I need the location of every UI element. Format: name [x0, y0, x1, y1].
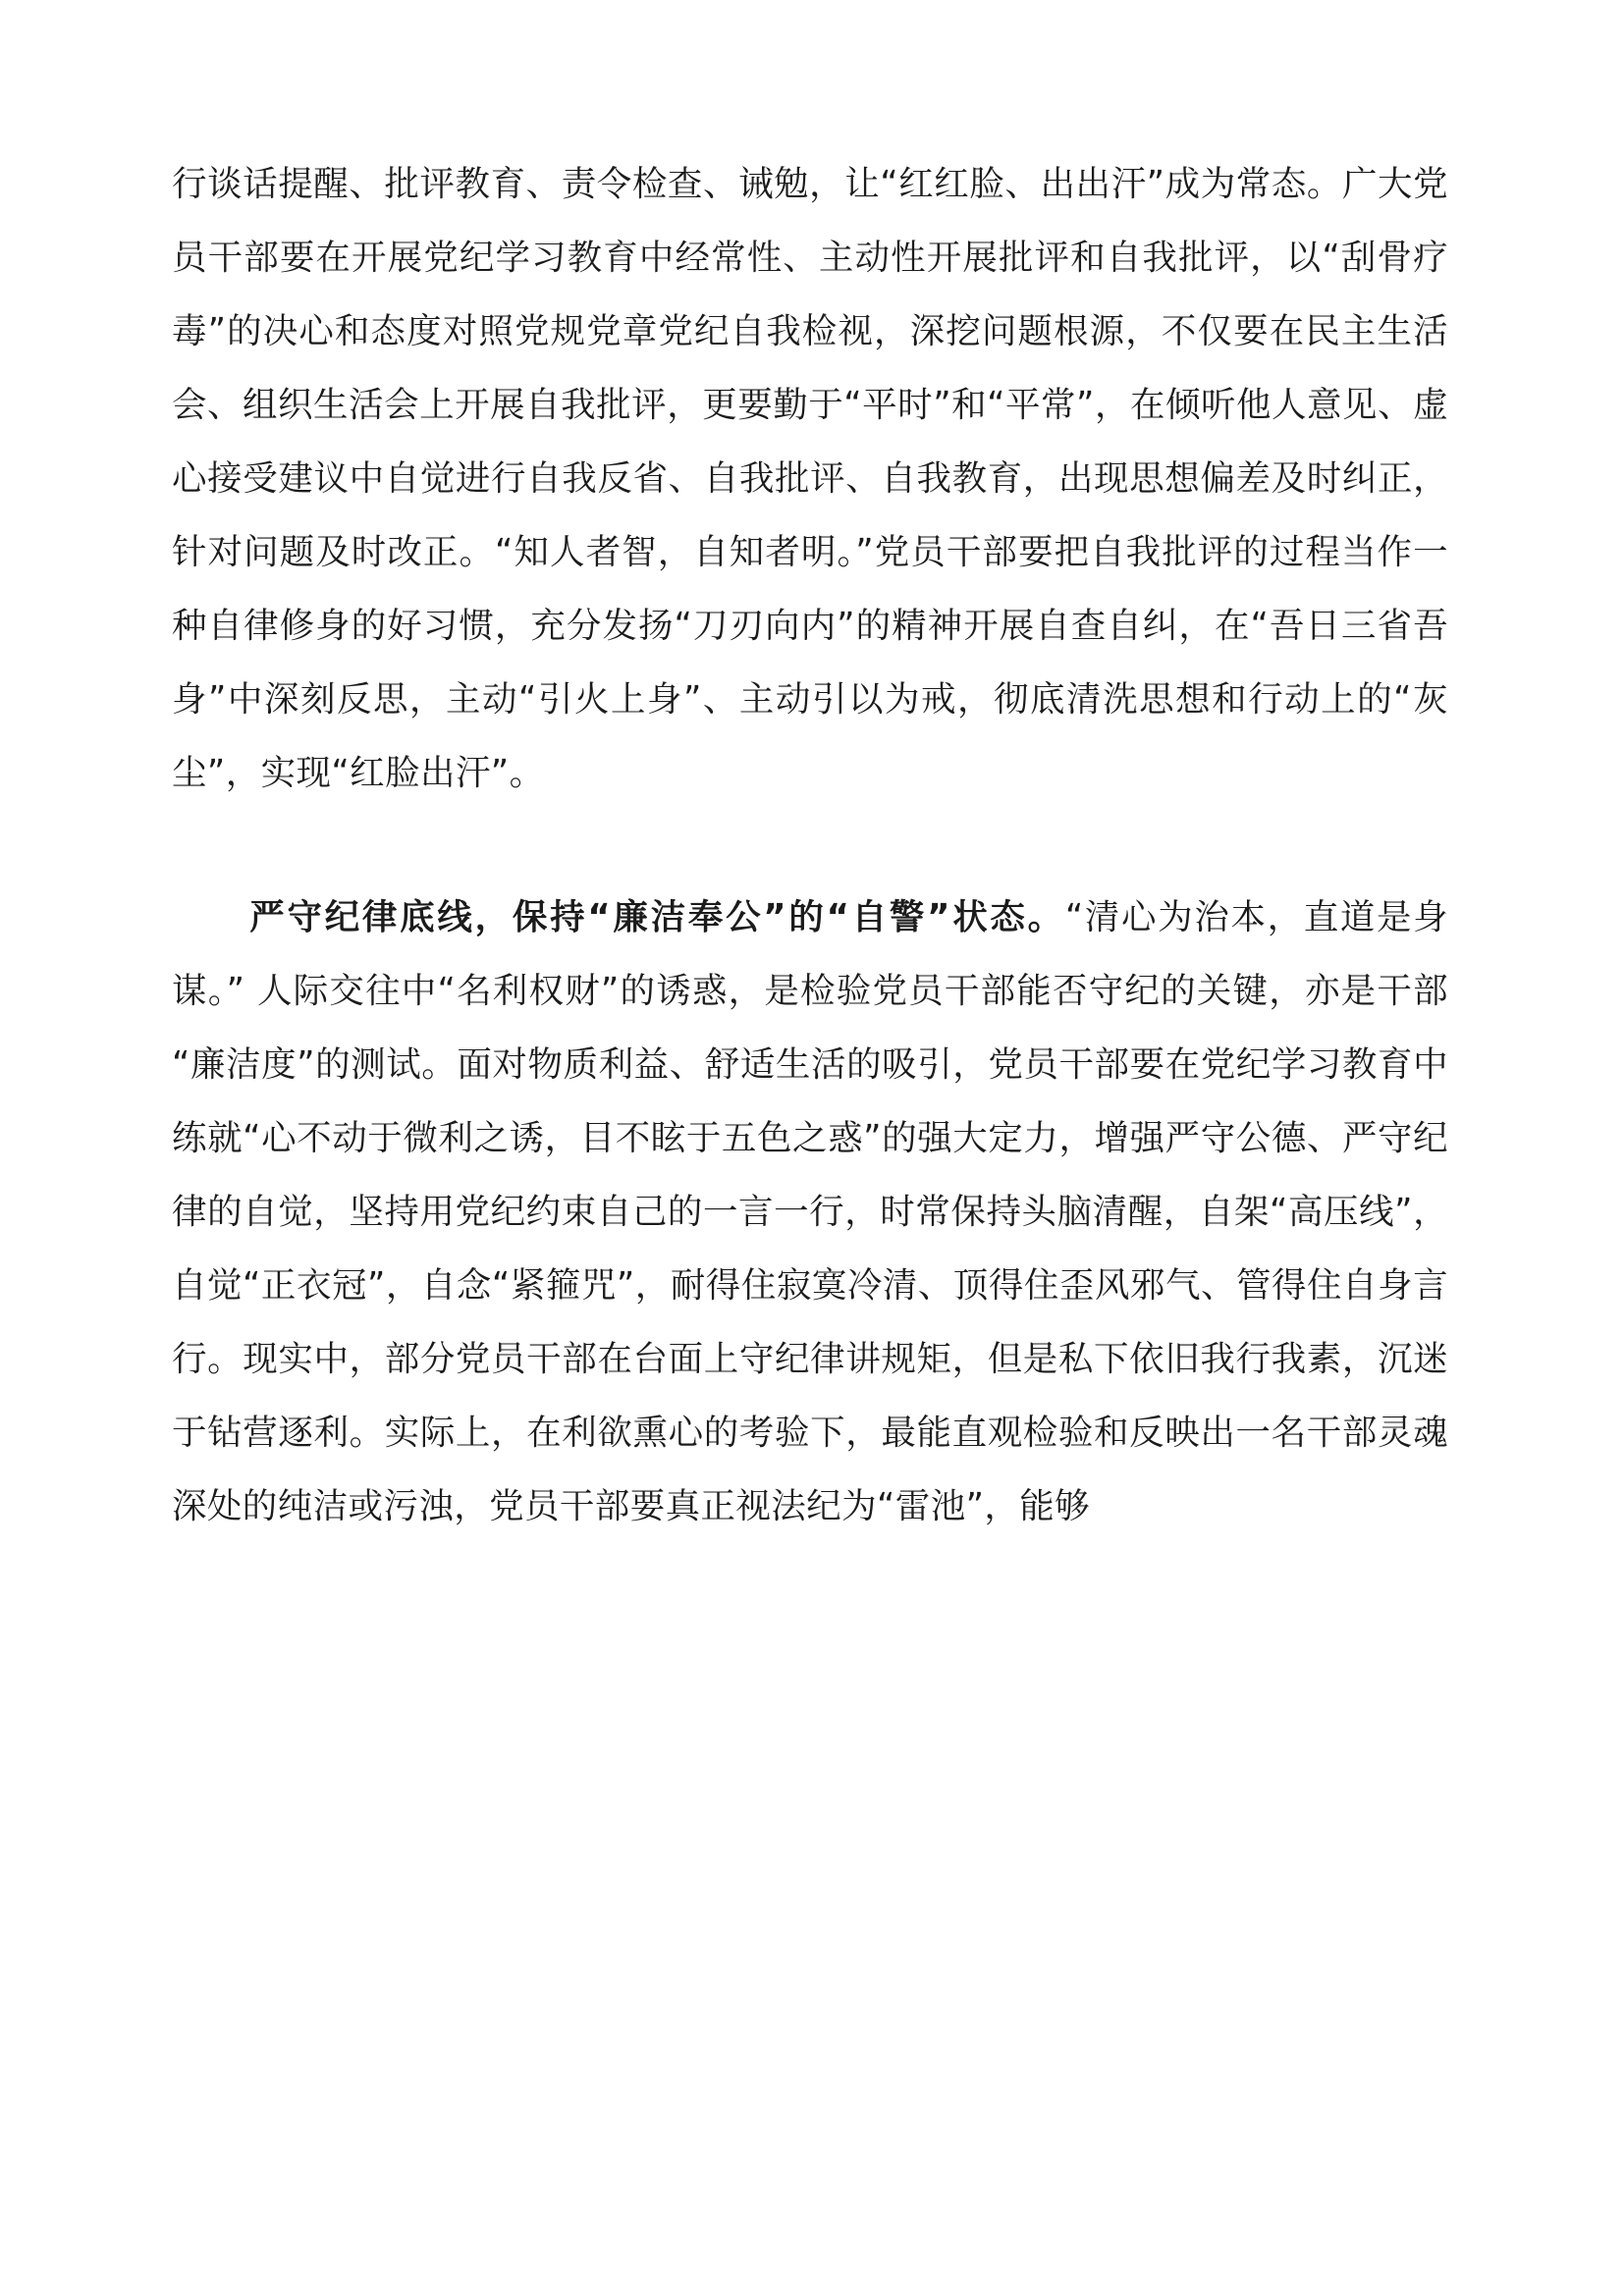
paragraph-2-text: “清心为治本，直道是身谋。” 人际交往中“名利权财”的诱惑，是检验党员干部能否守纪的关键，亦是干部“廉洁度”的测试。面对物质利益、舒适生活的吸引，党员干部要在党纪学习教育中练就“心不动于微利之诱，目不眩于五色之惑”的强大定力，增强严守公德、严守纪律的自觉，坚持用党纪约束自己的一言一行，时常保持头脑清醒，自架“高压线”，自觉“正衣冠”，自念“紧箍咒”，耐得住寂寞冷清、顶得住歪风邪气、管得住自身言行。现实中，部分党员干部在台面上守纪律讲规矩，但是私下依旧我行我素，沉迷于钻营逐利。实际上，在利欲熏心的考验下，最能直观检验和反映出一名干部灵魂深处的纯洁或污浊，党员干部要真正视法纪为“雷池”，能够	[172, 897, 1448, 1526]
paragraph-2	[172, 881, 1448, 1543]
paragraph-1-text: 行谈话提醒、批评教育、责令检查、诫勉，让“红红脸、出出汗”成为常态。广大党员干部要在开展党纪学习教育中经常性、主动性开展批评和自我批评，以“刮骨疗毒”的决心和态度对照党规党章党纪自我检视，深挖问题根源，不仅要在民主生活会、组织生活会上开展自我批评，更要勤于“平时”和“平常”，在倾听他人意见、虚心接受建议中自觉进行自我反省、自我批评、自我教育，出现思想偏差及时纠正，针对问题及时改正。“知人者智，自知者明。”党员干部要把自我批评的过程当作一种自律修身的好习惯，充分发扬“刀刃向内”的精神开展自查自纠，在“吾日三省吾身”中深刻反思，主动“引火上身”、主动引以为戒，彻底清洗思想和行动上的“灰尘”，实现“红脸出汗”。	[172, 164, 1448, 793]
paragraph-spacer	[172, 810, 1448, 881]
paragraph-2-heading-run: 严守纪律底线，保持“廉洁奉公”的“自警”状态。	[248, 897, 1065, 937]
document-body	[172, 147, 1448, 1543]
paragraph-1	[172, 147, 1448, 810]
